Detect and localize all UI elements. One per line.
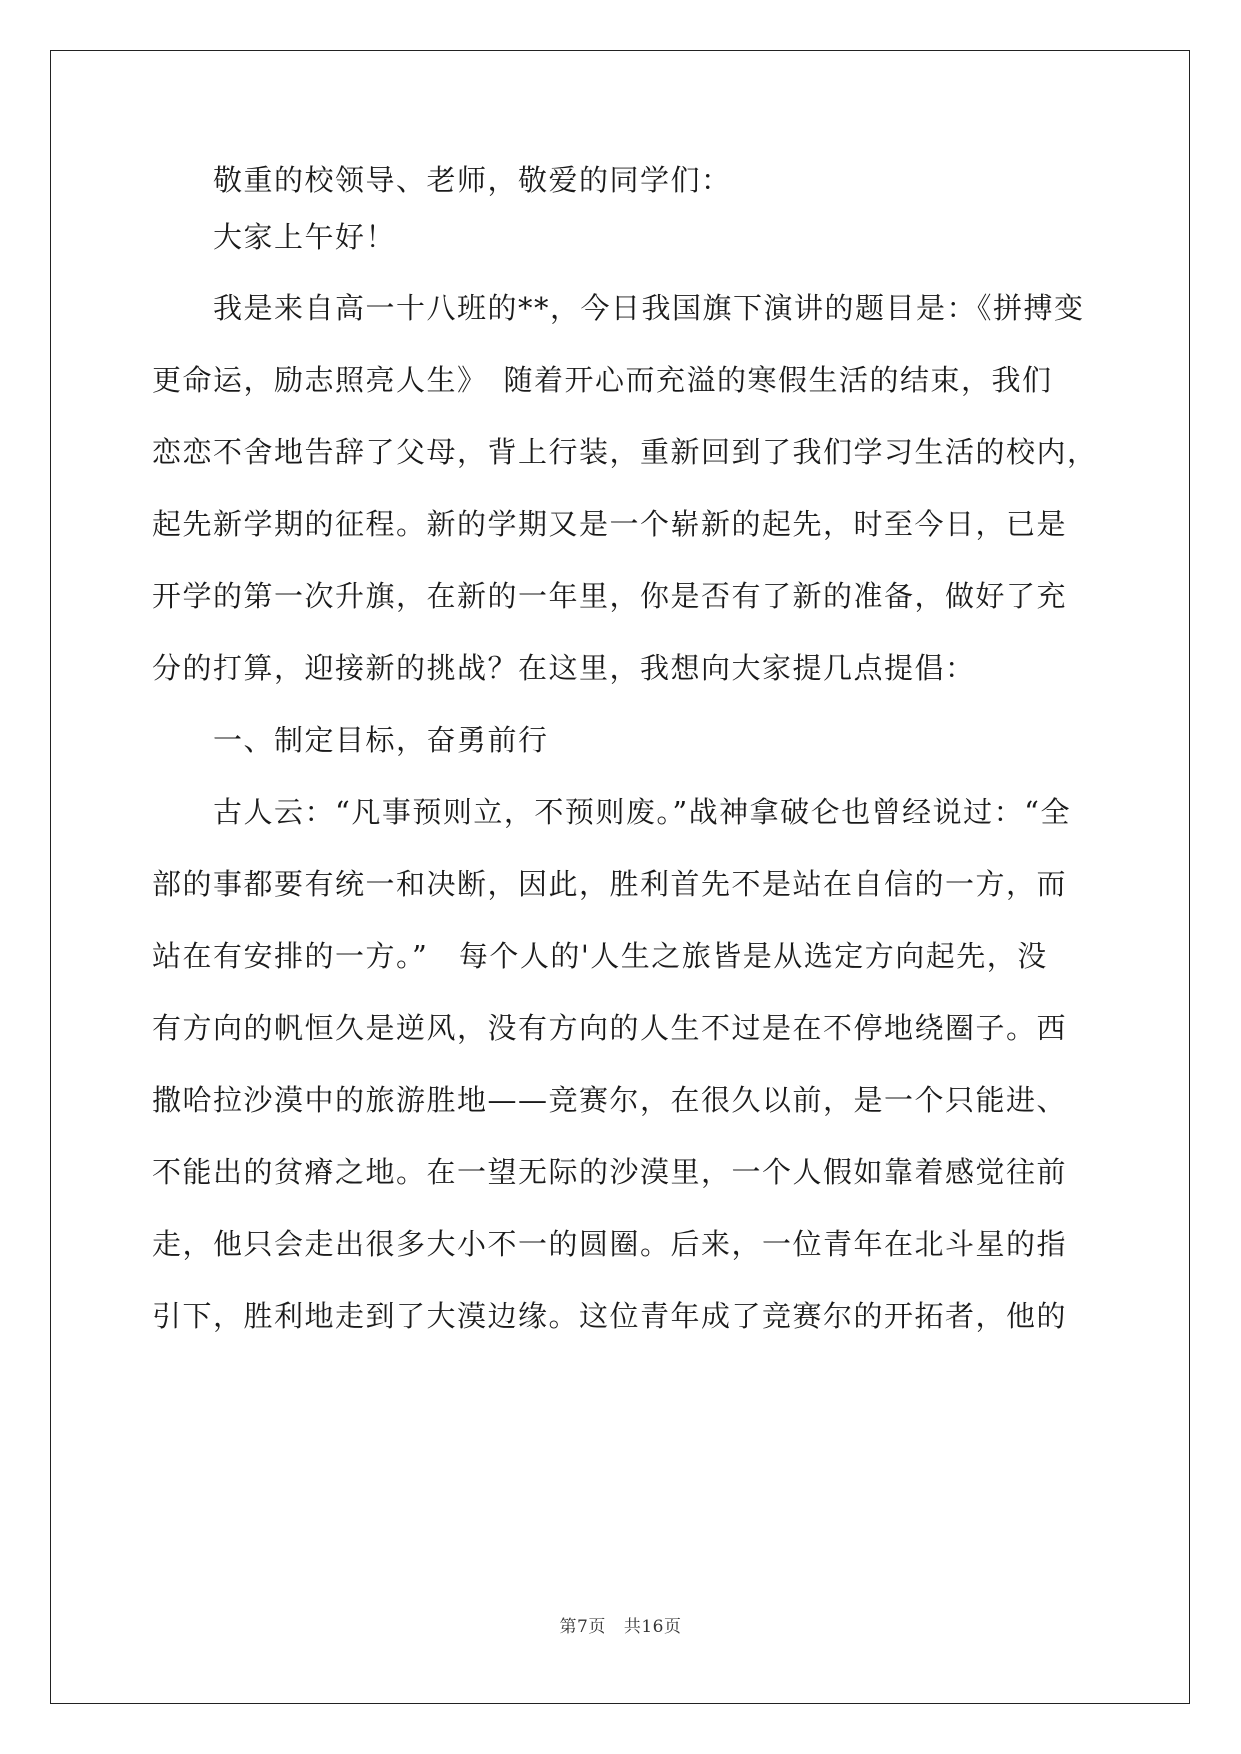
paragraph-line: 引下，胜利地走到了大漠边缘。这位青年成了竞赛尔的开拓者，他的 — [152, 1299, 1068, 1333]
greeting-line: 大家上午好！ — [213, 220, 397, 254]
page-total: 共16页 — [623, 1617, 682, 1637]
paragraph-line: 部的事都要有统一和决断，因此，胜利首先不是站在自信的一方，而 — [152, 867, 1068, 901]
paragraph-line: 我是来自高一十八班的**，今日我国旗下演讲的题目是：《拼搏变 — [213, 291, 1085, 325]
salutation-line: 敬重的校领导、老师，敬爱的同学们： — [213, 163, 732, 197]
section-heading: 一、制定目标，奋勇前行 — [213, 723, 549, 757]
page-footer — [0, 1612, 1241, 1637]
paragraph-line: 古人云：“凡事预则立，不预则废。”战神拿破仑也曾经说过：“全 — [213, 795, 1071, 829]
paragraph-line: 不能出的贫瘠之地。在一望无际的沙漠里，一个人假如靠着感觉往前 — [152, 1155, 1068, 1189]
paragraph-line: 开学的第一次升旗，在新的一年里，你是否有了新的准备，做好了充 — [152, 579, 1068, 613]
paragraph-line: 更命运，励志照亮人生》 随着开心而充溢的寒假生活的结束，我们 — [152, 363, 1053, 397]
paragraph-line: 起先新学期的征程。新的学期又是一个崭新的起先，时至今日，已是 — [152, 507, 1068, 541]
paragraph-line: 恋恋不舍地告辞了父母，背上行装，重新回到了我们学习生活的校内， — [152, 435, 1098, 469]
paragraph-line: 分的打算，迎接新的挑战？在这里，我想向大家提几点提倡： — [152, 651, 976, 685]
page-number: 第7页 — [559, 1617, 606, 1637]
paragraph-line: 有方向的帆恒久是逆风，没有方向的人生不过是在不停地绕圈子。西 — [152, 1011, 1068, 1045]
paragraph-line: 撒哈拉沙漠中的旅游胜地——竞赛尔，在很久以前，是一个只能进、 — [152, 1083, 1068, 1117]
paragraph-line: 走，他只会走出很多大小不一的圆圈。后来，一位青年在北斗星的指 — [152, 1227, 1068, 1261]
paragraph-line: 站在有安排的一方。” 每个人的'人生之旅皆是从选定方向起先，没 — [152, 939, 1048, 973]
